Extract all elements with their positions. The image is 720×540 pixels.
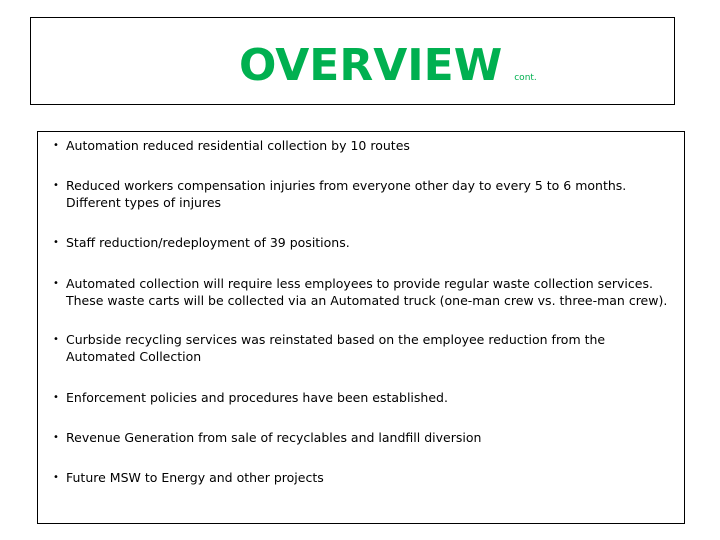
bullet-text: Staff reduction/redeployment of 39 positions.	[66, 235, 350, 250]
bullet-list-box	[37, 131, 685, 524]
bullet-dot-icon: •	[53, 237, 59, 248]
bullet-text: Reduced workers compensation injuries from everyone other day to every 5 to 6 months. Different types of injures	[66, 178, 627, 210]
bullet-text: Enforcement policies and procedures have been established.	[66, 390, 448, 405]
title-main-text: OVERVIEW	[239, 40, 503, 91]
title-suffix-text: cont.	[514, 73, 537, 83]
title-box	[30, 17, 675, 105]
slide-title	[239, 40, 537, 91]
bullet-text: Future MSW to Energy and other projects	[66, 470, 324, 485]
bullet-text: Revenue Generation from sale of recyclables and landfill diversion	[66, 430, 482, 445]
bullet-dot-icon: •	[53, 432, 59, 443]
bullet-dot-icon: •	[53, 140, 59, 151]
bullet-dot-icon: •	[53, 392, 59, 403]
bullet-dot-icon: •	[53, 334, 59, 345]
bullet-dot-icon: •	[53, 180, 59, 191]
bullet-dot-icon: •	[53, 278, 59, 289]
bullet-text: Curbside recycling services was reinstated based on the employee reduction from the Automated Collection	[66, 332, 606, 364]
bullet-dot-icon: •	[53, 472, 59, 483]
bullet-text: Automation reduced residential collection by 10 routes	[66, 138, 410, 153]
bullet-text: Automated collection will require less employees to provide regular waste collection services. These waste carts will be collected via an Automated truck (one-man crew vs. three-man crew).	[66, 276, 668, 308]
